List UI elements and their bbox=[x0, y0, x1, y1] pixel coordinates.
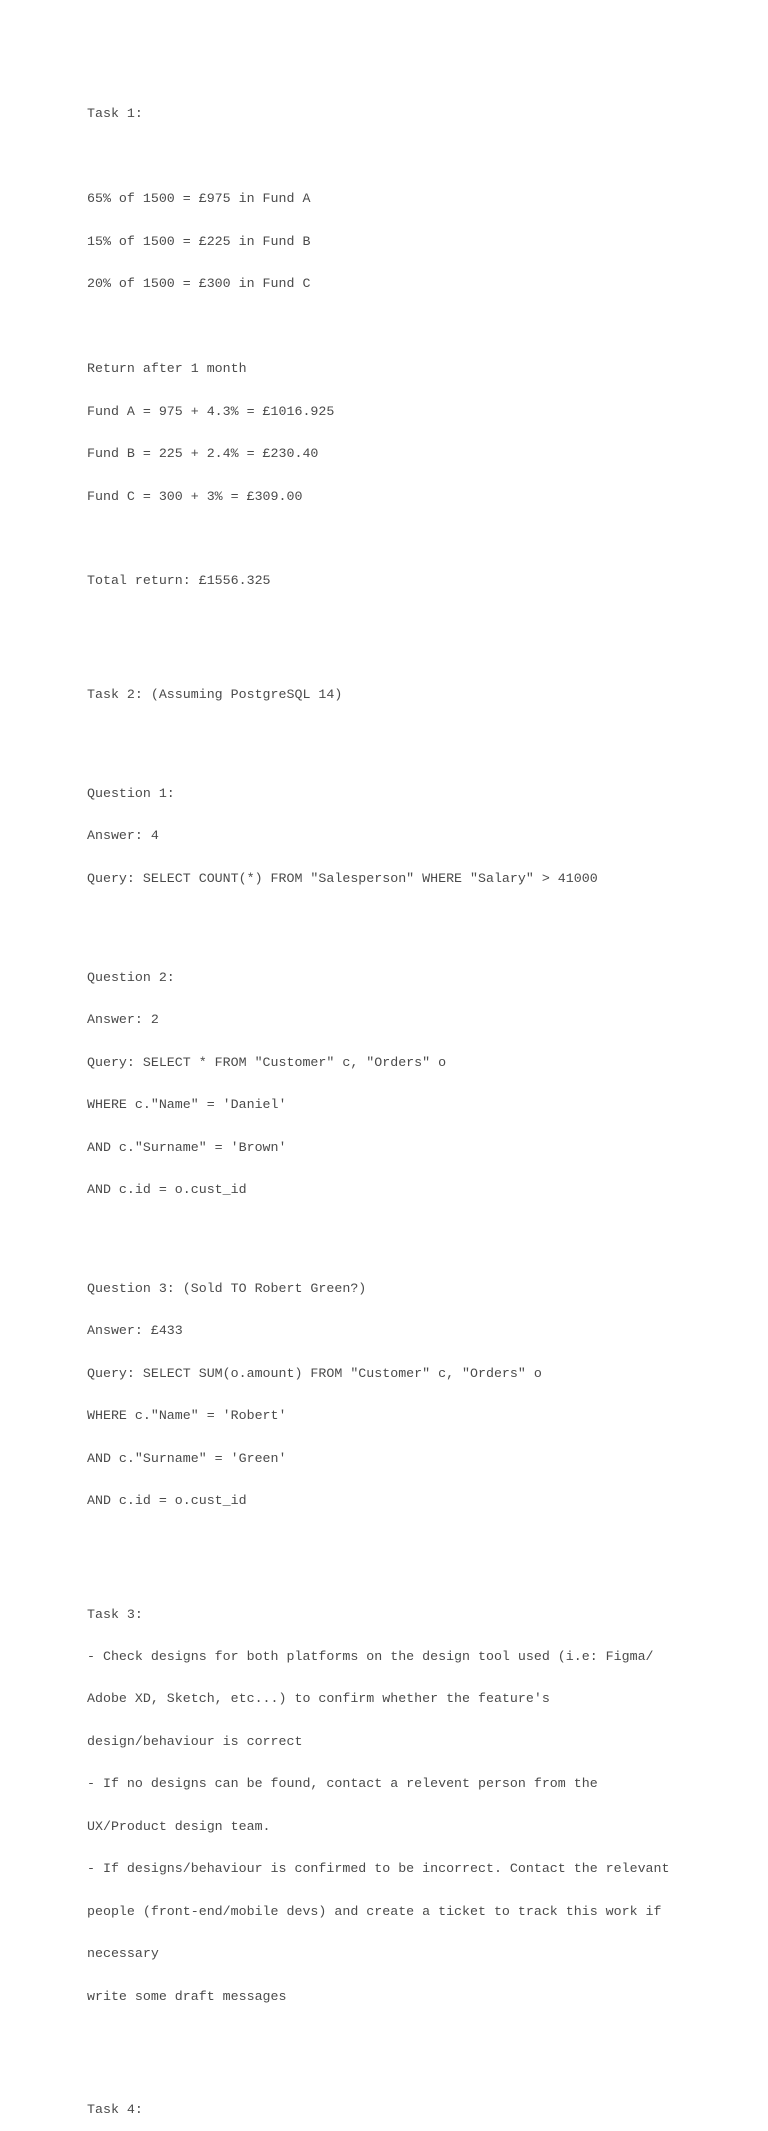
question2-answer: Answer: 2 bbox=[87, 1012, 159, 1028]
task3-line: - Check designs for both platforms on the design tool used (i.e: Figma/ bbox=[87, 1648, 654, 1664]
blank-line bbox=[87, 532, 727, 546]
question3-heading: Question 3: (Sold TO Robert Green?) bbox=[87, 1281, 367, 1297]
return-line: Fund B = 225 + 2.4% = £230.40 bbox=[87, 446, 319, 462]
question2-query-line: WHERE c."Name" = 'Daniel' bbox=[87, 1097, 287, 1113]
question1-answer: Answer: 4 bbox=[87, 828, 159, 844]
question2-heading: Question 2: bbox=[87, 969, 175, 985]
question3-query-line: AND c.id = o.cust_id bbox=[87, 1493, 247, 1509]
task4-heading: Task 4: bbox=[87, 2101, 143, 2117]
allocation-line: 15% of 1500 = £225 in Fund B bbox=[87, 233, 311, 249]
task2-heading: Task 2: (Assuming PostgreSQL 14) bbox=[87, 686, 343, 702]
task1-heading: Task 1: bbox=[87, 106, 143, 122]
blank-line bbox=[87, 150, 727, 164]
task3-line: design/behaviour is correct bbox=[87, 1733, 303, 1749]
blank-line bbox=[87, 914, 727, 928]
task3-line: - If no designs can be found, contact a relevent person from the bbox=[87, 1776, 598, 1792]
question2-query-line: AND c.id = o.cust_id bbox=[87, 1181, 247, 1197]
question1-query: Query: SELECT COUNT(*) FROM "Salesperson" WHERE "Salary" > 41000 bbox=[87, 870, 598, 886]
blank-line bbox=[87, 320, 727, 334]
document-page bbox=[87, 65, 727, 2131]
allocation-line: 65% of 1500 = £975 in Fund A bbox=[87, 191, 311, 207]
question1-heading: Question 1: bbox=[87, 785, 175, 801]
returns-heading: Return after 1 month bbox=[87, 361, 247, 377]
question3-query-line: WHERE c."Name" = 'Robert' bbox=[87, 1408, 287, 1424]
question3-query-line: AND c."Surname" = 'Green' bbox=[87, 1450, 287, 1466]
blank-line bbox=[87, 730, 727, 744]
task3-heading: Task 3: bbox=[87, 1606, 143, 1622]
question2-query-line: AND c."Surname" = 'Brown' bbox=[87, 1139, 287, 1155]
question3-query-line: Query: SELECT SUM(o.amount) FROM "Customer" c, "Orders" o bbox=[87, 1365, 542, 1381]
blank-line bbox=[87, 1537, 727, 1551]
task3-line: write some draft messages bbox=[87, 1988, 287, 2004]
blank-line bbox=[87, 1225, 727, 1239]
allocation-line: 20% of 1500 = £300 in Fund C bbox=[87, 276, 311, 292]
task3-line: - If designs/behaviour is confirmed to be incorrect. Contact the relevant bbox=[87, 1861, 670, 1877]
task3-line: Adobe XD, Sketch, etc...) to confirm whether the feature's bbox=[87, 1691, 550, 1707]
return-line: Fund C = 300 + 3% = £309.00 bbox=[87, 488, 303, 504]
task3-line: UX/Product design team. bbox=[87, 1818, 271, 1834]
question2-query-line: Query: SELECT * FROM "Customer" c, "Orders" o bbox=[87, 1054, 447, 1070]
total-return: Total return: £1556.325 bbox=[87, 573, 271, 589]
task3-line: necessary bbox=[87, 1946, 159, 1962]
return-line: Fund A = 975 + 4.3% = £1016.925 bbox=[87, 403, 335, 419]
task3-line: people (front-end/mobile devs) and create a ticket to track this work if bbox=[87, 1903, 662, 1919]
blank-line bbox=[87, 617, 727, 631]
question3-answer: Answer: £433 bbox=[87, 1323, 183, 1339]
blank-line bbox=[87, 2032, 727, 2046]
